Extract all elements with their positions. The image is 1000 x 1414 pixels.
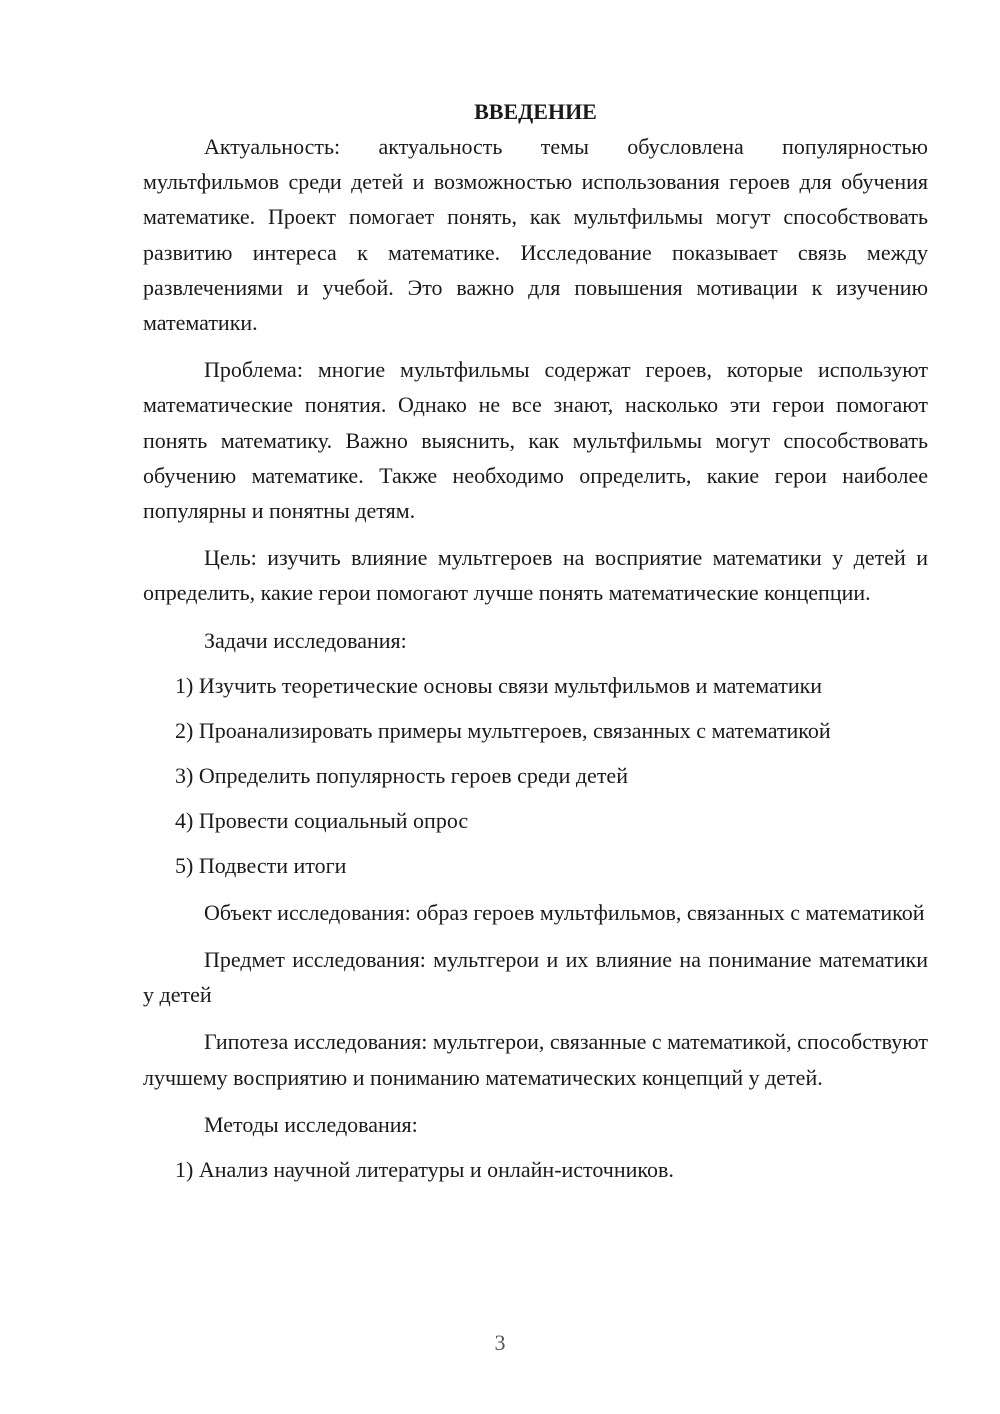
task-item-4: 4) Провести социальный опрос <box>175 807 469 833</box>
method-item-1: 1) Анализ научной литературы и онлайн-источников. <box>175 1157 674 1183</box>
section-heading: ВВЕДЕНИЕ <box>474 99 597 124</box>
page-number: 3 <box>494 1330 506 1355</box>
goal-paragraph: Цель: изучить влияние мультгероев на восприятие математики у детей и определить, какие герои помогают лучше понять математические концепции. <box>143 545 928 606</box>
object-paragraph: Объект исследования: образ героев мультфильмов, связанных с математикой <box>204 899 925 925</box>
task-item-2: 2) Проанализировать примеры мультгероев, связанных с математикой <box>175 717 831 743</box>
task-item-1: 1) Изучить теоретические основы связи мультфильмов и математики <box>175 672 823 698</box>
problem-paragraph: Проблема: многие мультфильмы содержат героев, которые используют математические понятия. Однако не все знают, насколько эти герои помогают понять математику. Важно выяснить, как мультфильмы могут способствовать обучению математике. Также необходимо определить, какие герои наиболее популярны и понятны детям. <box>143 357 928 524</box>
hypothesis-paragraph: Гипотеза исследования: мультгерои, связанные с математикой, способствуют лучшему восприятию и пониманию математических концепций у детей. <box>143 1029 929 1090</box>
relevance-paragraph: Актуальность: актуальность темы обусловлена популярностью мультфильмов среди детей и возможностью использования героев для обучения математике. Проект помогает понять, как мультфильмы могут способствовать развитию интереса к математике. Исследование показывает связь между развлечениями и учебой. Это важно для повышения мотивации к изучению математики. <box>143 134 928 336</box>
subject-paragraph: Предмет исследования: мультгерои и их влияние на понимание математики у детей <box>143 947 928 1008</box>
tasks-title: Задачи исследования: <box>204 627 407 653</box>
task-item-3: 3) Определить популярность героев среди детей <box>175 762 628 788</box>
methods-title: Методы исследования: <box>204 1111 418 1137</box>
task-item-5: 5) Подвести итоги <box>175 852 347 878</box>
document-page <box>143 94 928 1187</box>
